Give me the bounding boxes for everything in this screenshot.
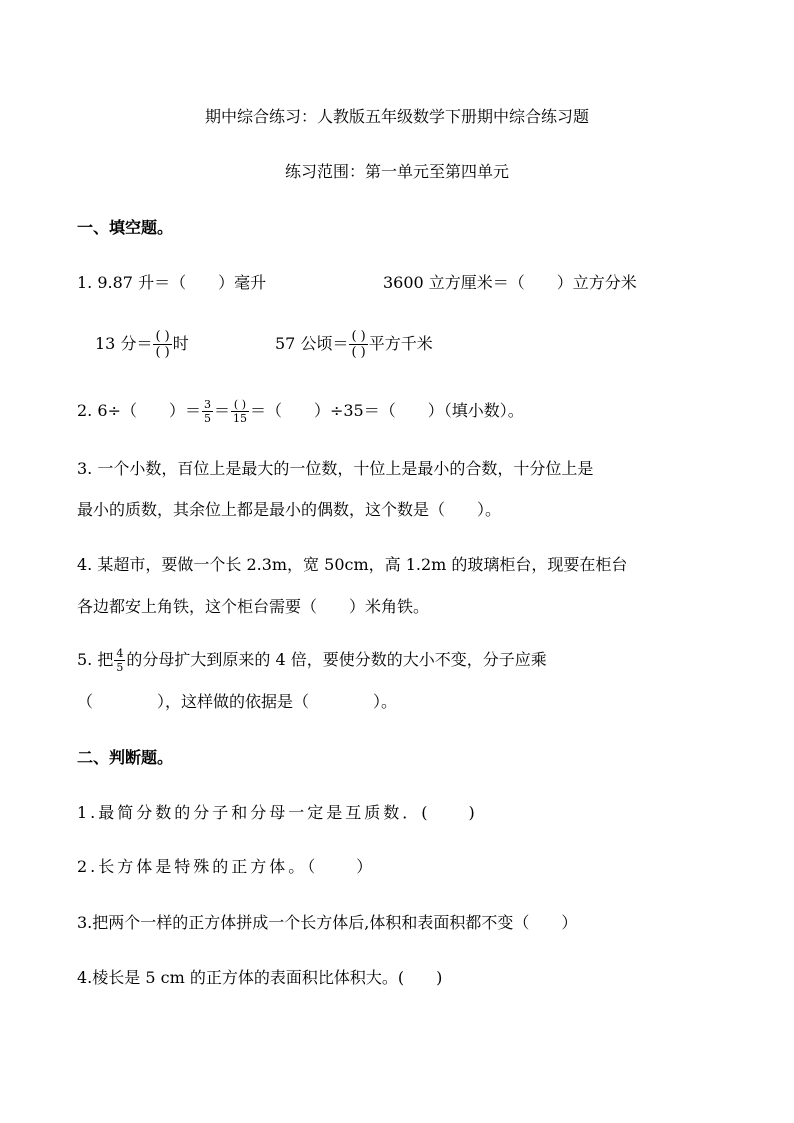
q5-prefix: 5. 把 [77,650,114,669]
q2-suffix: ＝（ ）÷35＝（ ）（填小数）。 [249,401,524,420]
q1c-suffix: 时 [172,334,189,353]
q1c-denominator: ( ) [155,345,170,360]
q2-equals: ＝ [213,401,230,420]
q2-prefix: 2. 6÷（ ）＝ [77,401,201,420]
q2-fraction-1 [202,399,213,424]
q5-suffix: 的分母扩大到原来的 4 倍，要使分数的大小不变，分子应乘 [126,650,547,669]
judgment-item-2: 2.长方体是特殊的正方体。（ ） [77,857,376,876]
q1c-fraction [153,330,171,359]
q1c-prefix: 13 分＝ [95,334,153,353]
q2-f2-denominator: 15 [232,412,247,425]
judgment-item-4: 4.棱长是 5 cm 的正方体的表面积比体积大。( ) [77,968,443,987]
section-heading-fill-in: 一、填空题。 [77,218,174,237]
question-1-part-a: 1. 9.87 升＝（ ）毫升 [77,273,267,292]
section-heading-true-false: 二、判断题。 [77,748,174,767]
q5-fraction [114,648,125,673]
question-4-line-2: 各边都安上角铁，这个柜台需要（ ）米角铁。 [77,597,430,616]
question-2 [77,397,524,425]
q5-denominator: 5 [116,661,124,674]
q2-f2-numerator: ( ) [231,399,249,412]
question-5-line-2: （ ），这样做的依据是（ ）。 [77,692,398,711]
q1d-numerator: ( ) [351,329,366,344]
q1d-prefix: 57 公顷＝ [275,334,349,353]
question-3-line-1: 3. 一个小数，百位上是最大的一位数，十位上是最小的合数，十分位上是 [77,459,594,478]
q1d-fraction [349,330,367,359]
q1d-suffix: 平方千米 [368,334,433,353]
q2-fraction-2 [231,399,249,424]
question-1-part-d [275,330,433,359]
q1d-denominator: ( ) [351,345,366,360]
document-subtitle: 练习范围：第一单元至第四单元 [284,162,509,181]
question-5-line-1 [77,646,547,674]
judgment-item-3: 3.把两个一样的正方体拼成一个长方体后,体积和表面积都不变（ ） [77,913,578,932]
q5-numerator: 4 [116,647,124,660]
question-3-line-2: 最小的质数，其余位上都是最小的偶数，这个数是（ ）。 [77,500,502,519]
judgment-item-1: 1.最简分数的分子和分母一定是互质数．( ) [77,803,478,822]
question-1-part-c [95,330,189,359]
question-1-part-b: 3600 立方厘米＝（ ）立方分米 [383,273,637,292]
question-4-line-1: 4. 某超市，要做一个长 2.3m，宽 50cm，高 1.2m 的玻璃柜台，现要在柜台 [77,555,628,574]
document-title: 期中综合练习：人教版五年级数学下册期中综合练习题 [204,107,589,126]
q2-f1-denominator: 5 [203,412,211,425]
q1c-numerator: ( ) [155,329,170,344]
q2-f1-numerator: 3 [203,398,211,411]
